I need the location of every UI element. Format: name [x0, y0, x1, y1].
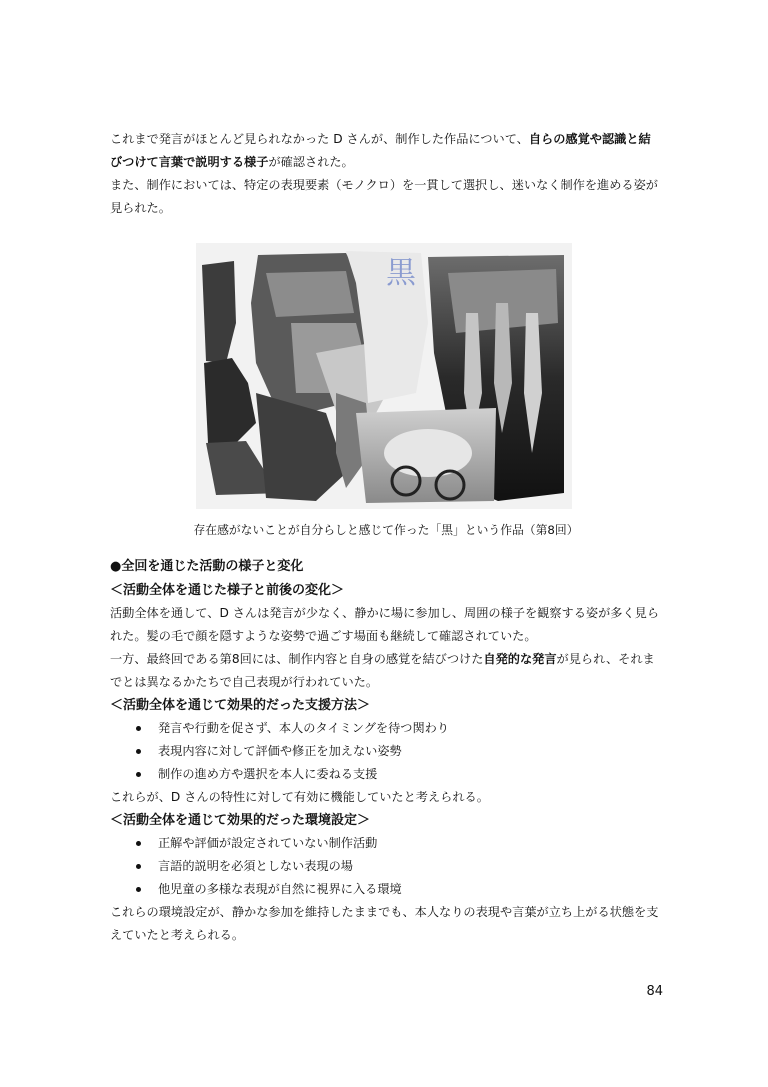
list-item: 発言や行動を促さず、本人のタイミングを待つ関わり [136, 717, 662, 740]
intro-bold-phrase: 自らの感覚や認識と結びつけて言葉で説明する様子 [110, 132, 651, 169]
subsection-heading-environment: ＜活動全体を通じて効果的だった環境設定＞ [110, 813, 371, 828]
support-methods-list [110, 717, 662, 786]
spontaneous-speech-bold: 自発的な発言 [483, 652, 557, 666]
figure-caption: 存在感がないことが自分らしと感じて作った「黒」という作品（第8回） [193, 523, 579, 537]
bullet-dot-icon [136, 726, 141, 731]
bullet-dot-icon [136, 772, 141, 777]
subsection-heading-overall-change: ＜活動全体を通じた様子と前後の変化＞ [110, 583, 345, 598]
list-item: 表現内容に対して評価や修正を加えない姿勢 [136, 740, 662, 763]
list-item: 正解や評価が設定されていない制作活動 [136, 832, 662, 855]
overall-paragraph-1: 活動全体を通して、D さんは発言が少なく、静かに場に参加し、周囲の様子を観察する姿が多く見られた。髪の毛で顔を隠すような姿勢で過ごす場面も継続して確認されていた。 [110, 606, 660, 643]
bullet-dot-icon [136, 887, 141, 892]
bullet-dot-icon [136, 864, 141, 869]
bullet-dot-icon [136, 841, 141, 846]
environment-closing: これらの環境設定が、静かな参加を維持したままでも、本人なりの表現や言葉が立ち上がる状態を支えていたと考えられる。 [110, 905, 659, 942]
list-item: 言語的説明を必須としない表現の場 [136, 855, 662, 878]
section-heading: ●全回を通じた活動の様子と変化 [110, 559, 304, 574]
subsection-heading-support-methods: ＜活動全体を通じて効果的だった支援方法＞ [110, 698, 371, 713]
intro-paragraph-2: また、制作においては、特定の表現要素（モノクロ）を一貫して選択し、迷いなく制作を進める姿が見られた。 [110, 178, 658, 215]
artwork-photo [196, 243, 572, 509]
intro-paragraph-1: これまで発言がほとんど見られなかった D さんが、制作した作品について、自らの感覚や認識と結びつけて言葉で説明する様子が確認された。 [110, 132, 651, 169]
intro-text [110, 128, 662, 220]
list-item: 制作の進め方や選択を本人に委ねる支援 [136, 763, 662, 786]
environment-list [110, 832, 662, 901]
support-methods-closing: これらが、D さんの特性に対して有効に機能していたと考えられる。 [110, 790, 489, 804]
page-number: 84 [646, 984, 663, 999]
handwritten-kanji: 黒 [386, 256, 416, 291]
list-item: 他児童の多様な表現が自然に視界に入る環境 [136, 878, 662, 901]
bullet-dot-icon [136, 749, 141, 754]
activity-section [110, 555, 662, 947]
overall-paragraph-2: 一方、最終回である第8回には、制作内容と自身の感覚を結びつけた自発的な発言が見られ、それまでとは異なるかたちで自己表現が行われていた。 [110, 652, 655, 689]
